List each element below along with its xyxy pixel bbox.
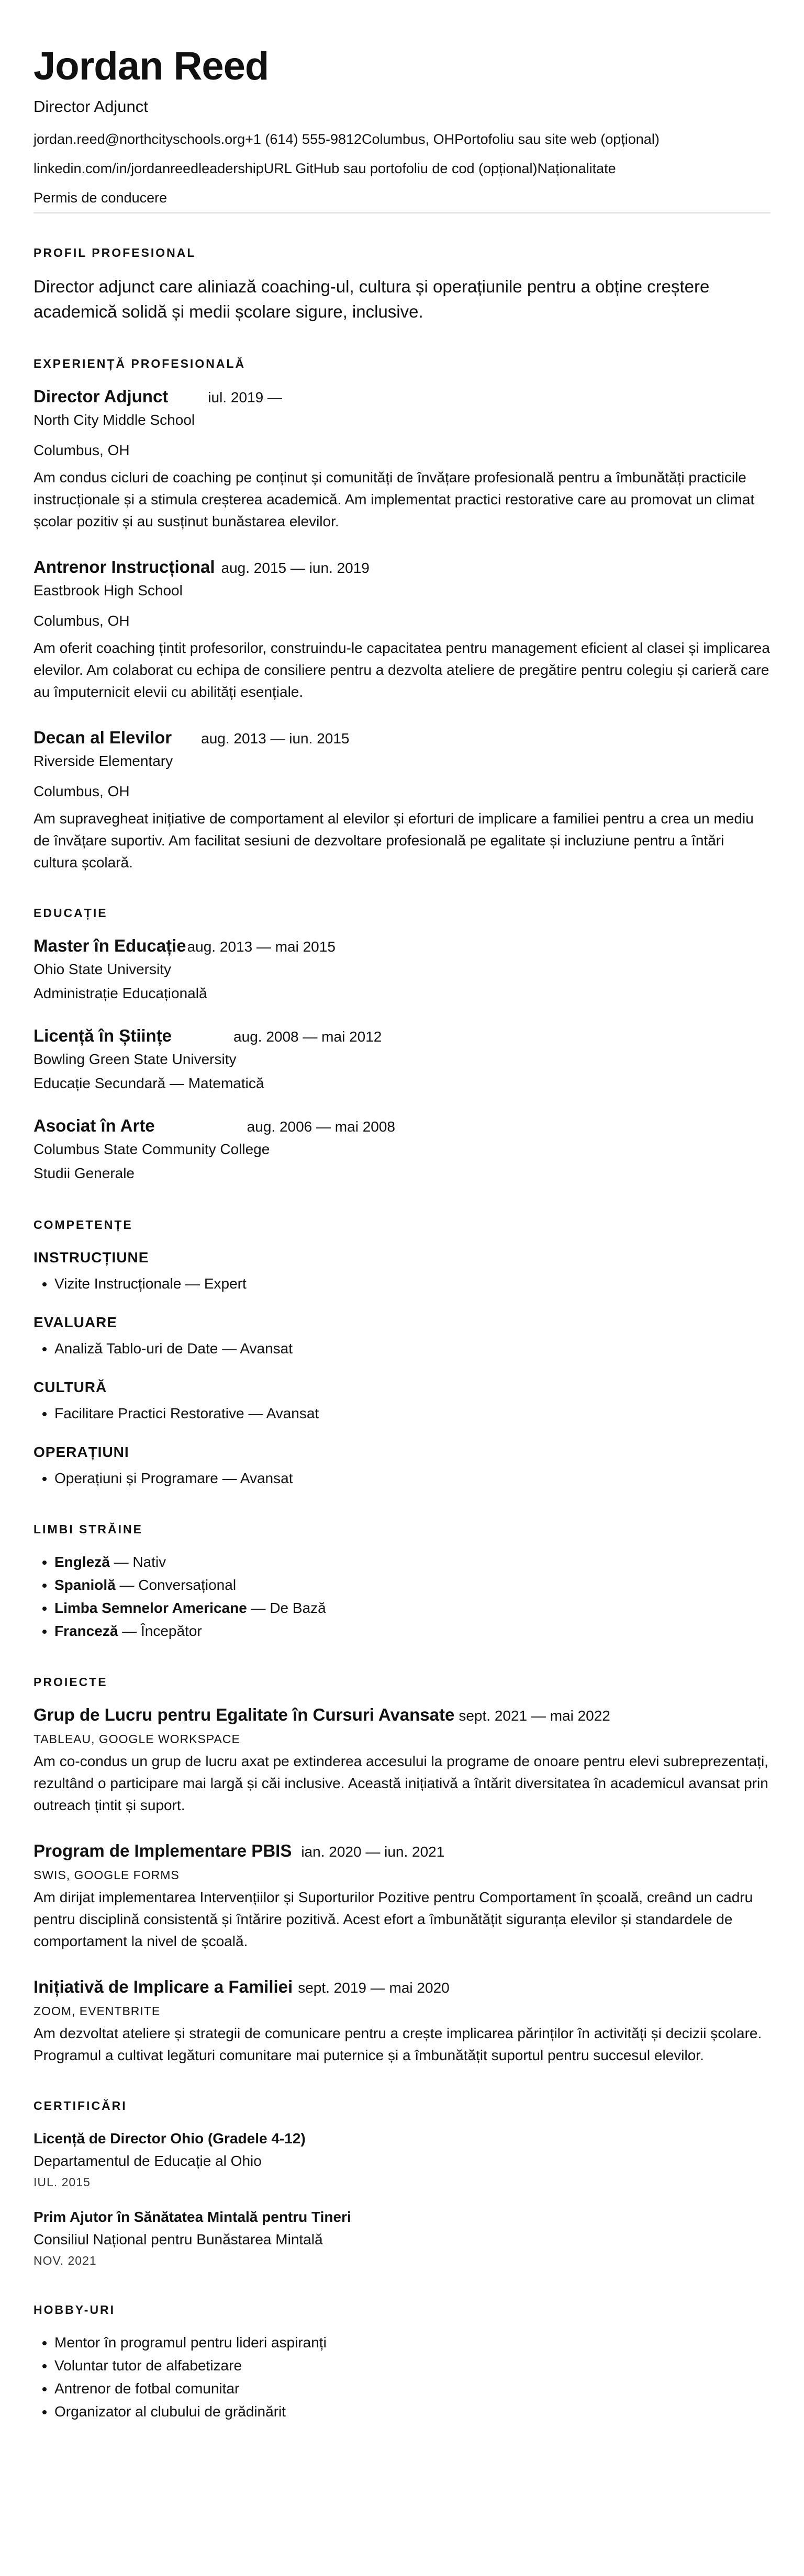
- language-item: [54, 1597, 770, 1620]
- skill-group: [34, 1246, 770, 1295]
- section-title: COMPETENȚE: [34, 1218, 133, 1231]
- language-item: [54, 1551, 770, 1574]
- section-title: HOBBY-URI: [34, 2303, 116, 2317]
- degree: Master în Educație: [34, 936, 186, 955]
- skill-item: • Analiză Tablo-uri de Date — Avansat: [54, 1337, 770, 1360]
- job-location: Columbus, OH: [34, 442, 130, 458]
- degree: Asociat în Arte: [34, 1116, 155, 1135]
- education-entry: [34, 1114, 770, 1185]
- contact-line-1: jordan.reed@northcityschools.org+1 (614) 555-9812Columbus, OHPortofoliu sau site web (opțional): [34, 131, 660, 147]
- experience-section: [34, 356, 770, 874]
- experience-entry: [34, 556, 770, 703]
- project-tools: TABLEAU, GOOGLE WORKSPACE: [34, 1732, 240, 1746]
- language-name: Limba Semnelor Americane: [54, 1600, 247, 1616]
- skill-item: • Vizite Instrucționale — Expert: [54, 1272, 770, 1295]
- job-dates: aug. 2015 — iun. 2019: [221, 560, 370, 576]
- field-of-study: Studii Generale: [34, 1165, 135, 1181]
- field-of-study: Administrație Educațională: [34, 985, 207, 1001]
- project-tools: SWIS, GOOGLE FORMS: [34, 1868, 180, 1882]
- certification-issuer: Consiliul Național pentru Bunăstarea Mintală: [34, 2231, 323, 2247]
- job-location: Columbus, OH: [34, 613, 130, 629]
- skill-group: [34, 1311, 770, 1360]
- employer: Riverside Elementary: [34, 753, 173, 769]
- hobby-item: • Antrenor de fotbal comunitar: [54, 2377, 770, 2400]
- language-name: Franceză: [54, 1623, 118, 1639]
- skill-category: CULTURĂ: [34, 1379, 107, 1395]
- skill-category: EVALUARE: [34, 1314, 117, 1330]
- section-title: LIMBI STRĂINE: [34, 1522, 143, 1536]
- skill-category: OPERAȚIUNI: [34, 1444, 129, 1460]
- education-dates: aug. 2008 — mai 2012: [233, 1029, 382, 1045]
- section-title: EXPERIENȚĂ PROFESIONALĂ: [34, 357, 246, 370]
- certification-date: IUL. 2015: [34, 2175, 91, 2189]
- project-entry: [34, 1703, 770, 1816]
- section-title: EDUCAȚIE: [34, 906, 108, 920]
- project-entry: [34, 1975, 770, 2066]
- school: Ohio State University: [34, 961, 171, 977]
- certification-entry: [34, 2127, 770, 2192]
- hobbies-section: [34, 2302, 770, 2423]
- skills-section: [34, 1217, 770, 1490]
- job-dates: aug. 2013 — iun. 2015: [201, 730, 350, 747]
- section-title: PROFIL PROFESIONAL: [34, 246, 196, 259]
- project-description: Am co-condus un grup de lucru axat pe extinderea accesului la programe de onoare pentru elevi subreprezentați, rezultând o participare mai largă și căi inclusive. Această inițiativă a întărit diversitatea în academicul avansat prin outreach țintit și suport.: [34, 1753, 768, 1813]
- certification-entry: [34, 2206, 770, 2270]
- skill-group: [34, 1376, 770, 1425]
- contact-info: [34, 125, 770, 212]
- language-name: Spaniolă: [54, 1577, 116, 1593]
- resume-header: [34, 43, 770, 213]
- employer: Eastbrook High School: [34, 582, 183, 598]
- contact-line-3: Permis de conducere: [34, 190, 168, 206]
- job-title: Decan al Elevilor: [34, 728, 172, 747]
- job-description: Am condus cicluri de coaching pe conținut și comunități de învățare profesională pentru a îmbunătăți practicile instrucționale și a stimula creșterea academică. Am implementat practici restorative care au promovat un climat școlar pozitiv și au susținut bunăstarea elevilor.: [34, 469, 755, 529]
- school: Columbus State Community College: [34, 1141, 270, 1157]
- project-name: Grup de Lucru pentru Egalitate în Cursuri Avansate: [34, 1705, 455, 1724]
- education-entry: [34, 934, 770, 1005]
- experience-entry: [34, 726, 770, 874]
- contact-line-2: linkedin.com/in/jordanreedleadershipURL GitHub sau portofoliu de cod (opțional)Naționalitate: [34, 161, 616, 176]
- project-name: Inițiativă de Implicare a Familiei: [34, 1977, 293, 1996]
- education-section: [34, 905, 770, 1185]
- language-item: [54, 1574, 770, 1597]
- candidate-name: Jordan Reed: [34, 44, 269, 88]
- language-level: — Începător: [118, 1623, 202, 1639]
- certification-date: NOV. 2021: [34, 2254, 97, 2267]
- skill-group: [34, 1441, 770, 1490]
- hobby-item: • Voluntar tutor de alfabetizare: [54, 2354, 770, 2377]
- degree: Licență în Științe: [34, 1026, 172, 1045]
- certifications-section: [34, 2098, 770, 2270]
- employer: North City Middle School: [34, 412, 195, 428]
- section-title: PROIECTE: [34, 1675, 108, 1689]
- language-level: — Nativ: [109, 1554, 166, 1570]
- language-name: Engleză: [54, 1554, 110, 1570]
- project-dates: sept. 2019 — mai 2020: [298, 1980, 450, 1996]
- profile-summary: Director adjunct care aliniază coaching-ul, cultura și operațiunile pentru a obține creștere academică solidă și medii școlare sigure, inclusive.: [34, 277, 710, 321]
- job-description: Am oferit coaching țintit profesorilor, construindu-le capacitatea pentru management eficient al clasei și implicarea elevilor. Am colaborat cu echipa de consiliere pentru a dezvolta ateliere de pregătire pentru colegiu și carieră care au împuternicit elevii cu abilități esențiale.: [34, 640, 770, 700]
- profile-section: [34, 245, 770, 324]
- job-description: Am supravegheat inițiative de comportament al elevilor și eforturi de implicare a familiei pentru a crea un mediu de învățare suportiv. Am facilitat sesiuni de dezvoltare profesională pe egalitate și incluziune pentru a întări cultura școlară.: [34, 810, 754, 871]
- job-dates: iul. 2019 —: [208, 389, 282, 405]
- section-title: CERTIFICĂRI: [34, 2099, 127, 2112]
- language-level: — De Bază: [247, 1600, 326, 1616]
- project-entry: [34, 1839, 770, 1952]
- language-item: [54, 1620, 770, 1643]
- skill-item: • Facilitare Practici Restorative — Avansat: [54, 1402, 770, 1425]
- job-title: Antrenor Instrucțional: [34, 557, 215, 577]
- project-dates: sept. 2021 — mai 2022: [459, 1708, 610, 1724]
- header-divider: [34, 212, 770, 213]
- languages-section: [34, 1521, 770, 1643]
- project-name: Program de Implementare PBIS: [34, 1841, 292, 1860]
- skill-item: • Operațiuni și Programare — Avansat: [54, 1467, 770, 1490]
- education-dates: aug. 2006 — mai 2008: [247, 1118, 395, 1135]
- projects-section: [34, 1674, 770, 2066]
- field-of-study: Educație Secundară — Matematică: [34, 1075, 264, 1091]
- project-dates: ian. 2020 — iun. 2021: [301, 1844, 445, 1860]
- hobby-item: • Mentor în programul pentru lideri aspiranți: [54, 2331, 770, 2354]
- skill-category: INSTRUCȚIUNE: [34, 1249, 149, 1266]
- job-title: Director Adjunct: [34, 387, 169, 406]
- certification-name: Prim Ajutor în Sănătatea Mintală pentru Tineri: [34, 2209, 351, 2225]
- education-dates: aug. 2013 — mai 2015: [187, 939, 336, 955]
- job-location: Columbus, OH: [34, 783, 130, 799]
- project-description: Am dirijat implementarea Intervențiilor și Suporturilor Pozitive pentru Comportament în școală, creând un cadru pentru disciplină consistentă și întărire pozitivă. Acest efort a îmbunătățit siguranța elevilor și standardele de comportament la nivel de școală.: [34, 1889, 753, 1949]
- certification-name: Licență de Director Ohio (Gradele 4-12): [34, 2130, 306, 2146]
- project-description: Am dezvoltat ateliere și strategii de comunicare pentru a crește implicarea părinților în activități și decizii școlare. Programul a cultivat legături comunitare mai puternice și a îmbunătățit suportul pentru succesul elevilor.: [34, 2025, 762, 2063]
- project-tools: ZOOM, EVENTBRITE: [34, 2004, 161, 2018]
- certification-issuer: Departamentul de Educație al Ohio: [34, 2153, 262, 2169]
- education-entry: [34, 1024, 770, 1095]
- school: Bowling Green State University: [34, 1051, 237, 1067]
- language-level: — Conversațional: [115, 1577, 237, 1593]
- candidate-headline: Director Adjunct: [34, 97, 148, 116]
- experience-entry: [34, 385, 770, 533]
- hobby-item: • Organizator al clubului de grădinărit: [54, 2400, 770, 2423]
